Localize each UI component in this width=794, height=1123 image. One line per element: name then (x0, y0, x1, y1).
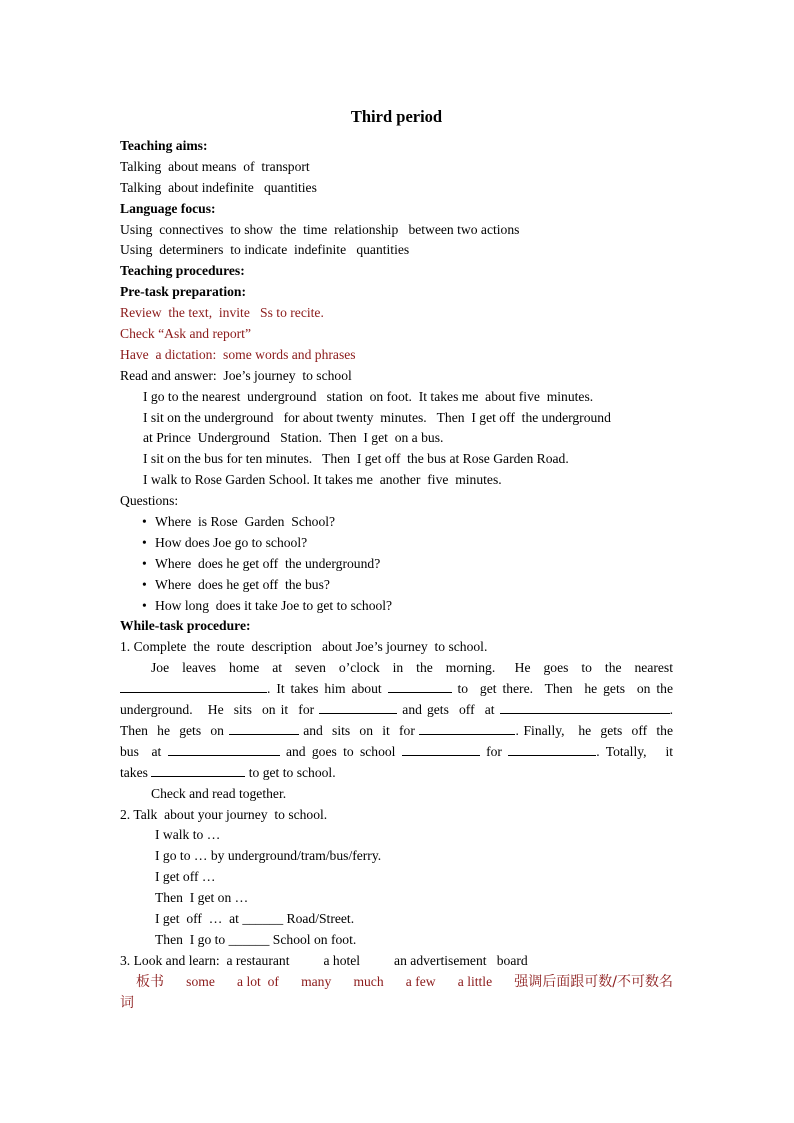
language-focus-heading: Language focus: (120, 200, 216, 216)
page-title: Third period (350, 107, 443, 126)
question-text: Where does he get off the underground? (155, 555, 381, 571)
route-text: to get there. Then he gets on the (457, 681, 673, 697)
passage-line: I sit on the underground for about twenty minutes. Then I get off the underground (143, 409, 611, 425)
route-text: . It takes him about (267, 681, 382, 697)
route-line (120, 700, 673, 721)
answer-blank[interactable] (319, 700, 397, 714)
bullet-icon: • (142, 534, 147, 550)
task2-line: I get off … (155, 869, 216, 885)
question-item (120, 596, 673, 617)
task2-title: 2. Talk about your journey to school. (120, 806, 328, 822)
passage-line: I walk to Rose Garden School. It takes me another five minutes. (143, 472, 502, 488)
route-line (120, 763, 673, 784)
determiner-word: much (353, 973, 384, 989)
route-text: . Finally, he gets off the (515, 722, 673, 738)
task2-line: I go to … by underground/tram/bus/ferry. (155, 848, 382, 864)
pretask-step: Review the text, invite Ss to recite. (120, 305, 324, 321)
determiner-word: a few (405, 973, 436, 989)
route-text: Joe leaves home at seven o’clock in the morning. He goes to the nearest (151, 660, 673, 676)
route-text: to get to school. (248, 764, 336, 780)
read-and-answer: Read and answer: Joe’s journey to school (120, 367, 352, 383)
questions-heading: Questions: (120, 493, 179, 509)
bullet-icon: • (142, 597, 147, 613)
whiletask-heading: While-task procedure: (120, 618, 251, 634)
answer-blank[interactable] (508, 742, 596, 756)
route-text: . (669, 702, 673, 718)
answer-blank[interactable] (419, 721, 515, 735)
answer-blank[interactable] (402, 742, 480, 756)
determiner-word: a lot of (237, 973, 279, 989)
question-text: How does Joe go to school? (155, 534, 308, 550)
bullet-icon: • (142, 555, 147, 571)
route-text: takes (120, 764, 148, 780)
bullet-icon: • (142, 576, 147, 592)
route-text: and sits on it for (303, 722, 415, 738)
route-text: and goes to school (285, 743, 396, 759)
route-text: Then he gets on (120, 722, 224, 738)
route-text: underground. He sits on it for (120, 702, 315, 718)
determiner-word: some (186, 973, 215, 989)
pretask-step: Check “Ask and report” (120, 326, 251, 342)
document-page (120, 104, 673, 1013)
task2-line: Then I get on … (155, 890, 249, 906)
determiner-word: many (301, 973, 332, 989)
procedures-heading: Teaching procedures: (120, 263, 245, 279)
route-line (120, 721, 673, 742)
route-text: bus at (120, 743, 162, 759)
answer-blank[interactable] (229, 721, 299, 735)
answer-blank[interactable] (388, 679, 452, 693)
passage-line: I sit on the bus for ten minutes. Then I get off the bus at Rose Garden Road. (143, 451, 569, 467)
task3-title: 3. Look and learn: a restaurant a hotel an advertisement board (120, 952, 528, 968)
pretask-step: Have a dictation: some words and phrases (120, 346, 356, 362)
task2-line: Then I go to ______ School on foot. (155, 931, 357, 947)
question-text: Where is Rose Garden School? (155, 514, 336, 530)
question-item (120, 533, 673, 554)
route-line (120, 679, 673, 700)
question-text: How long does it take Joe to get to school? (155, 597, 393, 613)
board-label: 板书 (136, 973, 164, 990)
question-item (120, 512, 673, 533)
answer-blank[interactable] (168, 742, 280, 756)
answer-blank[interactable] (500, 700, 670, 714)
question-item (120, 575, 673, 596)
language-focus-item: Using determiners to indicate indefinite quantities (120, 242, 410, 258)
passage-line: I go to the nearest underground station on foot. It takes me about five minutes. (143, 388, 594, 404)
check-and-read: Check and read together. (151, 785, 287, 801)
route-line (120, 742, 673, 763)
language-focus-item: Using connectives to show the time relationship between two actions (120, 221, 520, 237)
question-item (120, 554, 673, 575)
answer-blank[interactable] (120, 679, 267, 693)
board-notes (120, 972, 673, 993)
task1-title: 1. Complete the route description about Joe’s journey to school. (120, 639, 488, 655)
route-text: for (486, 743, 502, 759)
route-line (120, 658, 673, 679)
teaching-aims-heading: Teaching aims: (120, 138, 208, 153)
task2-line: I get off … at ______ Road/Street. (155, 910, 355, 926)
route-text: . Totally, it (596, 743, 674, 759)
answer-blank[interactable] (151, 763, 245, 777)
determiner-word: a little (457, 973, 493, 989)
pretask-heading: Pre-task preparation: (120, 284, 246, 300)
task2-line: I walk to … (155, 827, 221, 843)
board-note-cont: 词 (120, 994, 134, 1011)
passage-line: at Prince Underground Station. Then I get on a bus. (143, 430, 444, 446)
bullet-icon: • (142, 514, 147, 530)
board-note: 强调后面跟可数/不可数名 (514, 973, 673, 990)
route-text: and gets off at (402, 702, 495, 718)
question-text: Where does he get off the bus? (155, 576, 330, 592)
teaching-aim: Talking about indefinite quantities (120, 179, 317, 195)
teaching-aim: Talking about means of transport (120, 158, 310, 174)
